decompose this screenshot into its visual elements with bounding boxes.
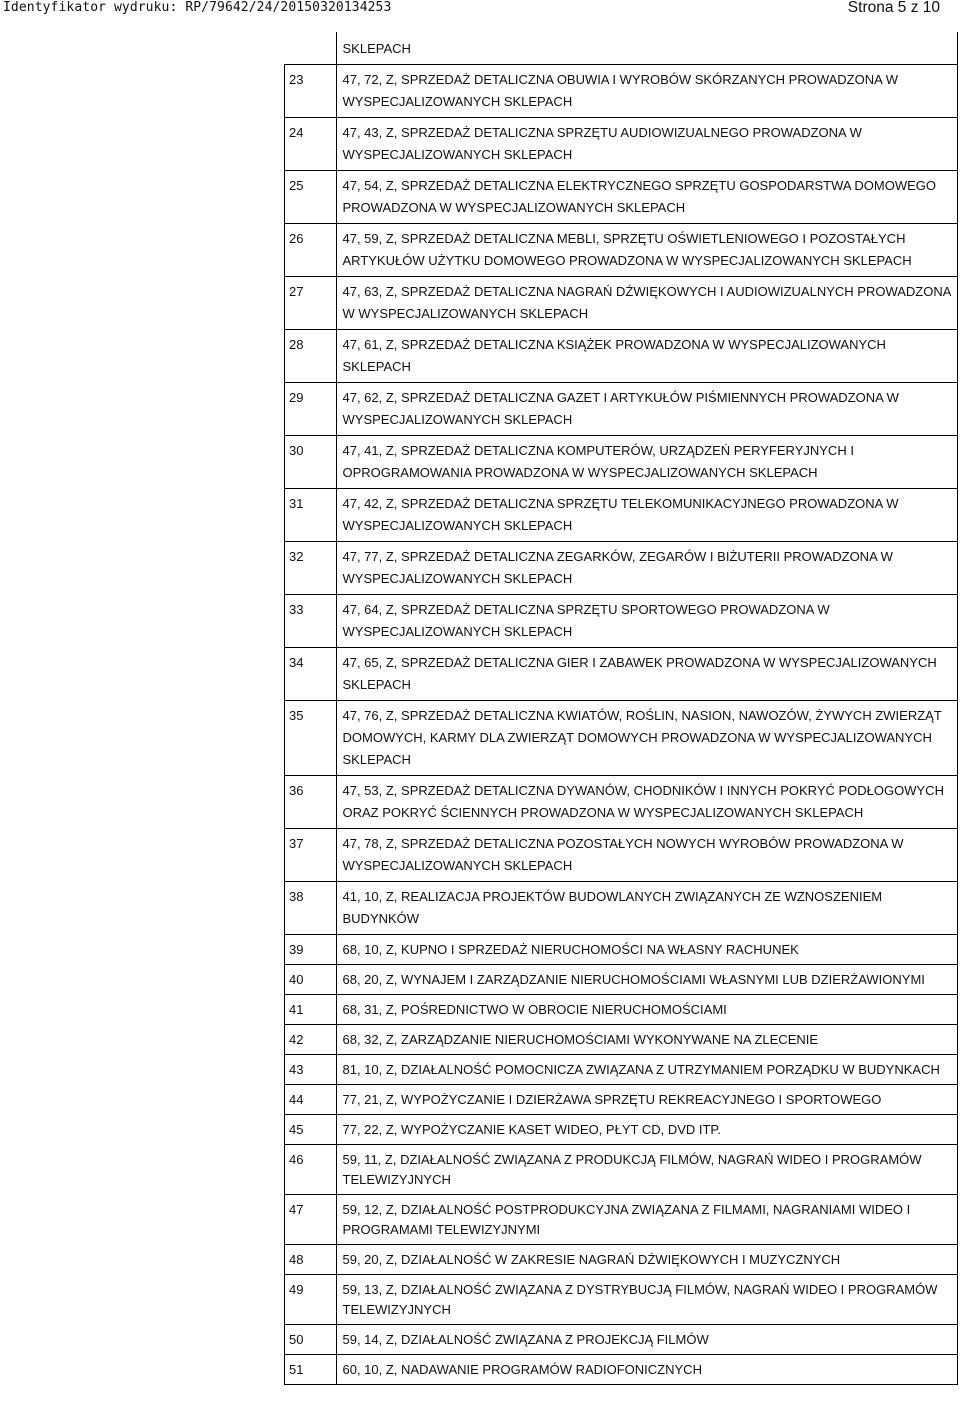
entry-description: 47, 41, Z, SPRZEDAŻ DETALICZNA KOMPUTERÓW, URZĄDZEŃ PERYFERYJNYCH I OPROGRAMOWANIA PROWADZONA W WYSPECJALIZOWANYCH SKLEPACH xyxy=(336,436,958,489)
entry-number: 49 xyxy=(285,1275,337,1325)
entry-number: 46 xyxy=(285,1145,337,1195)
table-row xyxy=(285,1085,958,1115)
table-row xyxy=(285,489,958,542)
entry-number: 27 xyxy=(285,277,337,330)
entry-description: 47, 59, Z, SPRZEDAŻ DETALICZNA MEBLI, SPRZĘTU OŚWIETLENIOWEGO I POZOSTAŁYCH ARTYKUŁÓW UŻYTKU DOMOWEGO PROWADZONA W WYSPECJALIZOWANYCH SKLEPACH xyxy=(336,224,958,277)
table-row xyxy=(285,383,958,436)
entry-description: 59, 13, Z, DZIAŁALNOŚĆ ZWIĄZANA Z DYSTRYBUCJĄ FILMÓW, NAGRAŃ WIDEO I PROGRAMÓW TELEWIZYJNYCH xyxy=(336,1275,958,1325)
entry-number: 23 xyxy=(285,65,337,118)
entry-number: 31 xyxy=(285,489,337,542)
entry-description: 68, 31, Z, POŚREDNICTWO W OBROCIE NIERUCHOMOŚCIAMI xyxy=(336,995,958,1025)
entry-number: 39 xyxy=(285,935,337,965)
entry-description: 68, 32, Z, ZARZĄDZANIE NIERUCHOMOŚCIAMI WYKONYWANE NA ZLECENIE xyxy=(336,1025,958,1055)
entry-description: 47, 61, Z, SPRZEDAŻ DETALICZNA KSIĄŻEK PROWADZONA W WYSPECJALIZOWANYCH SKLEPACH xyxy=(336,330,958,383)
table-row xyxy=(285,1025,958,1055)
entry-number: 45 xyxy=(285,1115,337,1145)
entry-number: 47 xyxy=(285,1195,337,1245)
entry-number: 48 xyxy=(285,1245,337,1275)
entry-description: 68, 10, Z, KUPNO I SPRZEDAŻ NIERUCHOMOŚCI NA WŁASNY RACHUNEK xyxy=(336,935,958,965)
entry-description: 47, 62, Z, SPRZEDAŻ DETALICZNA GAZET I ARTYKUŁÓW PIŚMIENNYCH PROWADZONA W WYSPECJALIZOWANYCH SKLEPACH xyxy=(336,383,958,436)
table-row xyxy=(285,436,958,489)
table-row xyxy=(285,1355,958,1385)
table-row xyxy=(285,118,958,171)
entry-number: 30 xyxy=(285,436,337,489)
entry-description: 41, 10, Z, REALIZACJA PROJEKTÓW BUDOWLANYCH ZWIĄZANYCH ZE WZNOSZENIEM BUDYNKÓW xyxy=(336,882,958,935)
entry-number: 32 xyxy=(285,542,337,595)
table-row xyxy=(285,1115,958,1145)
entry-description: 47, 78, Z, SPRZEDAŻ DETALICZNA POZOSTAŁYCH NOWYCH WYROBÓW PROWADZONA W WYSPECJALIZOWANYCH SKLEPACH xyxy=(336,829,958,882)
table-row xyxy=(285,277,958,330)
entry-description: 47, 54, Z, SPRZEDAŻ DETALICZNA ELEKTRYCZNEGO SPRZĘTU GOSPODARSTWA DOMOWEGO PROWADZONA W WYSPECJALIZOWANYCH SKLEPACH xyxy=(336,171,958,224)
continuation-text: SKLEPACH xyxy=(336,32,958,65)
table-row xyxy=(285,171,958,224)
table-row xyxy=(285,648,958,701)
entry-description: 77, 22, Z, WYPOŻYCZANIE KASET WIDEO, PŁYT CD, DVD ITP. xyxy=(336,1115,958,1145)
entry-description: 47, 72, Z, SPRZEDAŻ DETALICZNA OBUWIA I WYROBÓW SKÓRZANYCH PROWADZONA W WYSPECJALIZOWANYCH SKLEPACH xyxy=(336,65,958,118)
table-row xyxy=(285,1275,958,1325)
table-row xyxy=(285,1195,958,1245)
entry-description: 68, 20, Z, WYNAJEM I ZARZĄDZANIE NIERUCHOMOŚCIAMI WŁASNYMI LUB DZIERŻAWIONYMI xyxy=(336,965,958,995)
entry-description: 47, 76, Z, SPRZEDAŻ DETALICZNA KWIATÓW, ROŚLIN, NASION, NAWOZÓW, ŻYWYCH ZWIERZĄT DOMOWYCH, KARMY DLA ZWIERZĄT DOMOWYCH PROWADZONA W WYSPECJALIZOWANYCH SKLEPACH xyxy=(336,701,958,776)
entry-description: 77, 21, Z, WYPOŻYCZANIE I DZIERŻAWA SPRZĘTU REKREACYJNEGO I SPORTOWEGO xyxy=(336,1085,958,1115)
table-row xyxy=(285,1055,958,1085)
activity-table xyxy=(284,32,958,1385)
entry-number: 34 xyxy=(285,648,337,701)
entry-number: 40 xyxy=(285,965,337,995)
entry-description: 47, 77, Z, SPRZEDAŻ DETALICZNA ZEGARKÓW, ZEGARÓW I BIŻUTERII PROWADZONA W WYSPECJALIZOWANYCH SKLEPACH xyxy=(336,542,958,595)
entry-description: 59, 20, Z, DZIAŁALNOŚĆ W ZAKRESIE NAGRAŃ DŹWIĘKOWYCH I MUZYCZNYCH xyxy=(336,1245,958,1275)
entry-description: 59, 11, Z, DZIAŁALNOŚĆ ZWIĄZANA Z PRODUKCJĄ FILMÓW, NAGRAŃ WIDEO I PROGRAMÓW TELEWIZYJNYCH xyxy=(336,1145,958,1195)
entry-number: 42 xyxy=(285,1025,337,1055)
entry-description: 81, 10, Z, DZIAŁALNOŚĆ POMOCNICZA ZWIĄZANA Z UTRZYMANIEM PORZĄDKU W BUDYNKACH xyxy=(336,1055,958,1085)
entry-number: 41 xyxy=(285,995,337,1025)
table-row xyxy=(285,1245,958,1275)
entry-number: 37 xyxy=(285,829,337,882)
table-row xyxy=(285,224,958,277)
entry-number: 28 xyxy=(285,330,337,383)
table-row xyxy=(285,935,958,965)
table-row xyxy=(285,965,958,995)
entry-number: 26 xyxy=(285,224,337,277)
page-number: Strona 5 z 10 xyxy=(847,0,940,16)
table-row xyxy=(285,776,958,829)
entry-description: 47, 64, Z, SPRZEDAŻ DETALICZNA SPRZĘTU SPORTOWEGO PROWADZONA W WYSPECJALIZOWANYCH SKLEPACH xyxy=(336,595,958,648)
table-row xyxy=(285,542,958,595)
entry-number: 33 xyxy=(285,595,337,648)
entry-description: 47, 65, Z, SPRZEDAŻ DETALICZNA GIER I ZABAWEK PROWADZONA W WYSPECJALIZOWANYCH SKLEPACH xyxy=(336,648,958,701)
entry-description: 59, 14, Z, DZIAŁALNOŚĆ ZWIĄZANA Z PROJEKCJĄ FILMÓW xyxy=(336,1325,958,1355)
entry-number: 51 xyxy=(285,1355,337,1385)
activity-table-body xyxy=(285,32,958,1385)
table-row xyxy=(285,1145,958,1195)
table-row xyxy=(285,701,958,776)
entry-description: 60, 10, Z, NADAWANIE PROGRAMÓW RADIOFONICZNYCH xyxy=(336,1355,958,1385)
entry-number: 36 xyxy=(285,776,337,829)
entry-number: 43 xyxy=(285,1055,337,1085)
table-row xyxy=(285,65,958,118)
entry-number: 29 xyxy=(285,383,337,436)
entry-number: 50 xyxy=(285,1325,337,1355)
entry-number: 25 xyxy=(285,171,337,224)
entry-number: 44 xyxy=(285,1085,337,1115)
entry-description: 47, 53, Z, SPRZEDAŻ DETALICZNA DYWANÓW, CHODNIKÓW I INNYCH POKRYĆ PODŁOGOWYCH ORAZ POKRYĆ ŚCIENNYCH PROWADZONA W WYSPECJALIZOWANYCH SKLEPACH xyxy=(336,776,958,829)
entry-number: 24 xyxy=(285,118,337,171)
print-header xyxy=(0,0,960,16)
table-row xyxy=(285,595,958,648)
table-row xyxy=(285,1325,958,1355)
continuation-row xyxy=(285,32,958,65)
entry-number: 35 xyxy=(285,701,337,776)
table-row xyxy=(285,330,958,383)
entry-description: 47, 63, Z, SPRZEDAŻ DETALICZNA NAGRAŃ DŹWIĘKOWYCH I AUDIOWIZUALNYCH PROWADZONA W WYSPECJALIZOWANYCH SKLEPACH xyxy=(336,277,958,330)
entry-description: 47, 43, Z, SPRZEDAŻ DETALICZNA SPRZĘTU AUDIOWIZUALNEGO PROWADZONA W WYSPECJALIZOWANYCH SKLEPACH xyxy=(336,118,958,171)
entry-description: 47, 42, Z, SPRZEDAŻ DETALICZNA SPRZĘTU TELEKOMUNIKACYJNEGO PROWADZONA W WYSPECJALIZOWANYCH SKLEPACH xyxy=(336,489,958,542)
entry-number: 38 xyxy=(285,882,337,935)
print-identifier: Identyfikator wydruku: RP/79642/24/20150320134253 xyxy=(3,0,392,15)
continuation-num-cell xyxy=(285,32,337,65)
table-row xyxy=(285,995,958,1025)
table-row xyxy=(285,882,958,935)
table-row xyxy=(285,829,958,882)
entry-description: 59, 12, Z, DZIAŁALNOŚĆ POSTPRODUKCYJNA ZWIĄZANA Z FILMAMI, NAGRANIAMI WIDEO I PROGRAMAMI TELEWIZYJNYMI xyxy=(336,1195,958,1245)
